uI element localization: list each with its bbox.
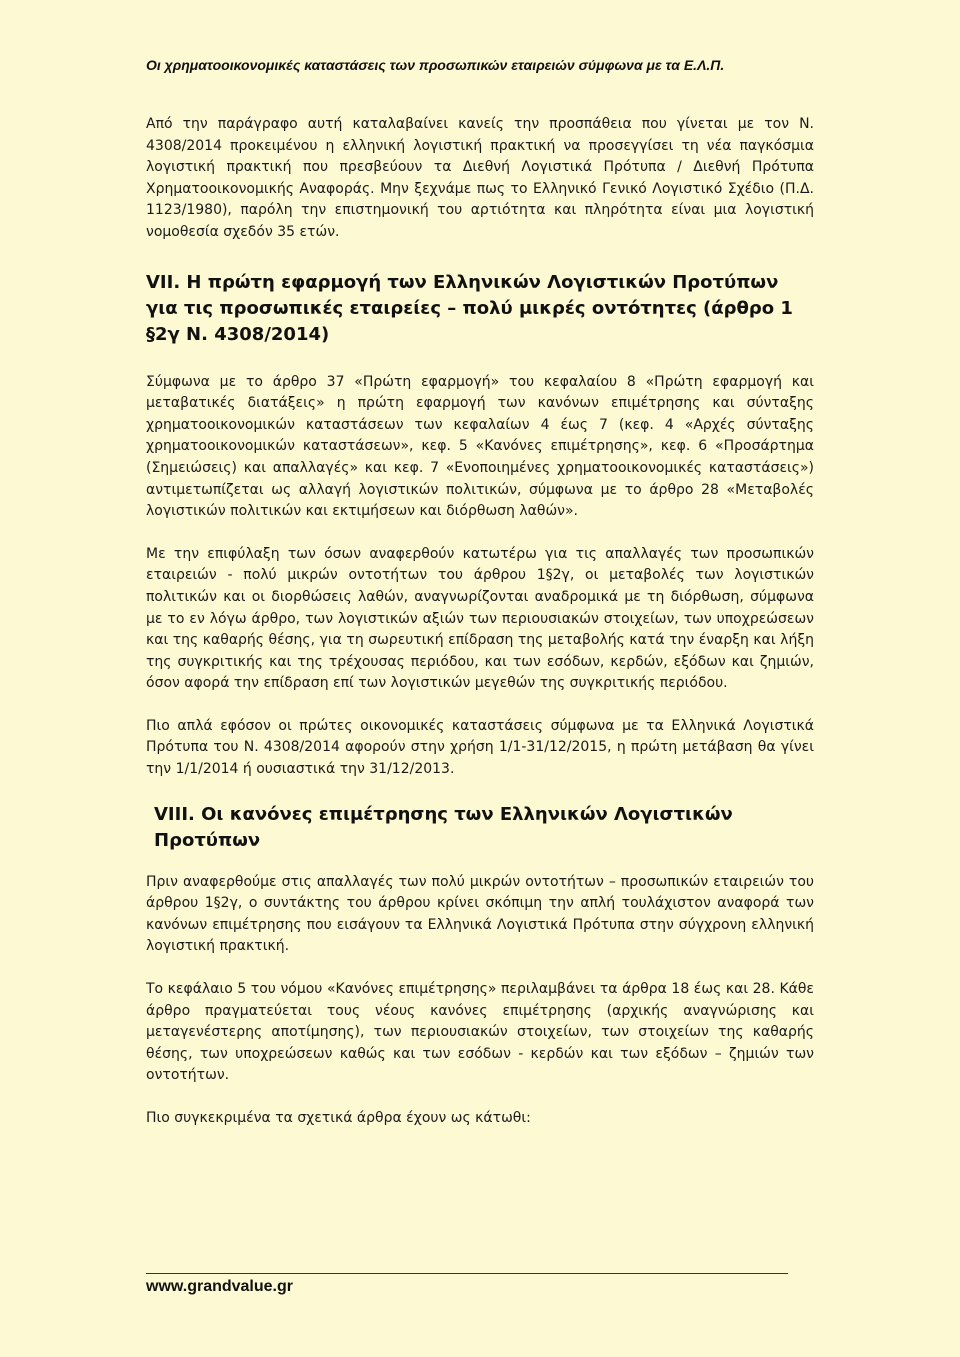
paragraph: Σύμφωνα με το άρθρο 37 «Πρώτη εφαρμογή» του κεφαλαίου 8 «Πρώτη εφαρμογή και μεταβατικές διατάξεις» η πρώτη εφαρμογή των κανόνων επιμέτρησης και σύνταξης χρηματοοικονομικών καταστάσεων των κεφαλαίων 4 έως 7 (κεφ. 4 «Αρχές σύνταξης χρηματοοικονομικών καταστάσεων», κεφ. 5 «Κανόνες επιμέτρησης», κεφ. 6 «Προσάρτημα (Σημειώσεις) και απαλλαγές» και κεφ. 7 «Ενοποιημένες χρηματοοικονομικές καταστάσεις») αντιμετωπίζεται ως αλλαγή λογιστικών πολιτικών, σύμφωνα με το άρθρο 28 «Μεταβολές λογιστικών πολιτικών και εκτιμήσεων και διόρθωση λαθών». <box>146 373 814 520</box>
footer-divider <box>146 1273 788 1274</box>
section-heading-vii: VII. Η πρώτη εφαρμογή των Ελληνικών Λογιστικών Προτύπων για τις προσωπικές εταιρείες – πολύ μικρές οντότητες (άρθρο 1 §2γ Ν. 4308/2014) <box>146 271 793 345</box>
paragraph: Πιο συγκεκριμένα τα σχετικά άρθρα έχουν ως κάτωθι: <box>146 1110 531 1126</box>
paragraph: Από την παράγραφο αυτή καταλαβαίνει κανείς την προσπάθεια που γίνεται με τον Ν. 4308/2014 προκειμένου η ελληνική λογιστική πρακτική να προσεγγίσει τη νέα παγκόσμια λογιστική πρακτική που πρεσβεύουν τα Διεθνή Λογιστικά Πρότυπα / Διεθνή Πρότυπα Χρηματοοικονομικής Αναφοράς. Μην ξεχνάμε πως το Ελληνικό Γενικό Λογιστικό Σχέδιο (Π.Δ. 1123/1980), παρόλη την επιστημονική του αρτιότητα και πληρότητα είναι μια λογιστική νομοθεσία σχεδόν 35 ετών. <box>146 116 814 240</box>
paragraph: Με την επιφύλαξη των όσων αναφερθούν κατωτέρω για τις απαλλαγές των προσωπικών εταιρειών - πολύ μικρών οντοτήτων του άρθρου 1§2γ, οι μεταβολές των λογιστικών πολιτικών και οι διορθώσεις λαθών, αναγνωρίζονται αναδρομικά με τη διόρθωση, σύμφωνα με το εν λόγω άρθρο, των λογιστικών αξιών των περιουσιακών στοιχείων, των υποχρεώσεων και της καθαρής θέσης, για τη σωρευτική επίδραση της μεταβολής κατά την έναρξη και λήξη της συγκριτικής και της τρέχουσας περιόδου, και των εσόδων, κερδών, εξόδων και ζημιών, όσον αφορά την επίδραση επί των λογιστικών μεγεθών της συγκριτικής περιόδου. <box>146 545 814 692</box>
paragraph: Πιο απλά εφόσον οι πρώτες οικονομικές καταστάσεις σύμφωνα με τα Ελληνικά Λογιστικά Πρότυπα του Ν. 4308/2014 αφορούν στην χρήση 1/1-31/12/2015, η πρώτη μετάβαση θα γίνει την 1/1/2014 ή ουσιαστικά την 31/12/2013. <box>146 717 814 778</box>
footer-url: www.grandvalue.gr <box>146 1278 293 1295</box>
page-header-title: Οι χρηματοοικονομικές καταστάσεις των προσωπικών εταιρειών σύμφωνα με τα Ε.Λ.Π. <box>146 57 725 73</box>
paragraph: Πριν αναφερθούμε στις απαλλαγές των πολύ μικρών οντοτήτων – προσωπικών εταιρειών του άρθρου 1§2γ, ο συντάκτης του άρθρου κρίνει σκόπιμη την απλή τουλάχιστον αναφορά των κανόνων επιμέτρησης που εισάγουν τα Ελληνικά Λογιστικά Πρότυπα στην σύγχρονη ελληνική λογιστική πρακτική. <box>146 873 814 955</box>
section-heading-viii: VIII. Οι κανόνες επιμέτρησης των Ελληνικών Λογιστικών Προτύπων <box>154 803 733 851</box>
paragraph: Το κεφάλαιο 5 του νόμου «Κανόνες επιμέτρησης» περιλαμβάνει τα άρθρα 18 έως και 28. Κάθε άρθρο πραγματεύεται τους νέους κανόνες επιμέτρησης (αρχικής αναγνώρισης και μεταγενέστερης αποτίμησης), των περιουσιακών στοιχείων, των στοιχείων της καθαρής θέσης, των υποχρεώσεων καθώς και των εσόδων - κερδών και των εξόδων – ζημιών των οντοτήτων. <box>146 981 814 1084</box>
document-body <box>146 114 814 1151</box>
